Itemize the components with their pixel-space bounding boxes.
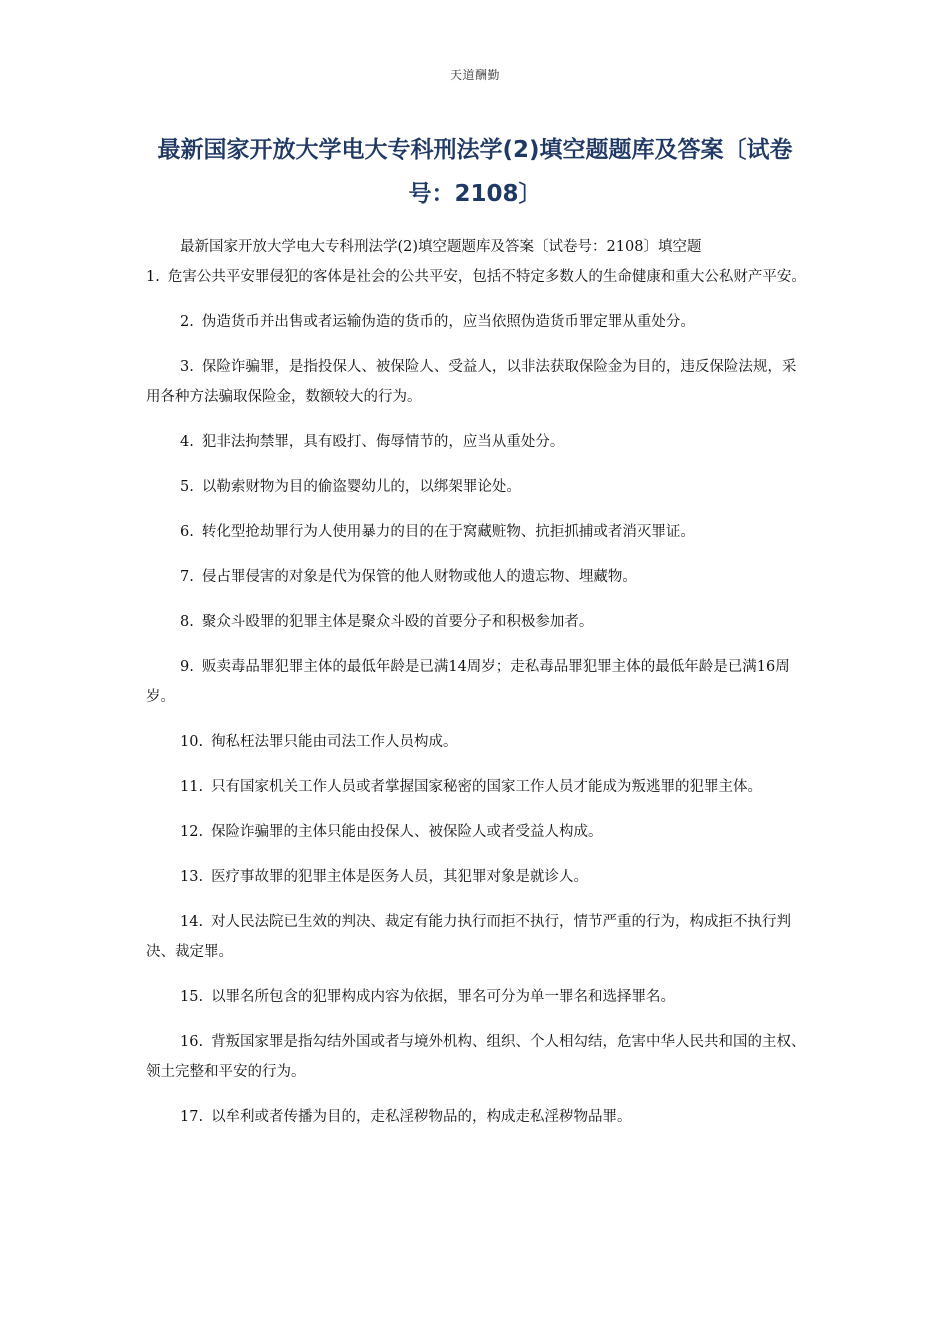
list-item	[146, 472, 806, 502]
item-text: 转化型抢劫罪行为人使用暴力的目的在于窝藏赃物、抗拒抓捕或者消灭罪证。	[201, 524, 695, 540]
list-item	[146, 1027, 806, 1087]
list-item	[146, 907, 806, 967]
item-number: 17.	[180, 1109, 204, 1125]
document-title: 最新国家开放大学电大专科刑法学(2)填空题题库及答案〔试卷号：2108〕	[157, 137, 793, 207]
item-text: 背叛国家罪是指勾结外国或者与境外机构、组织、个人相勾结，危害中华人民共和国的主权、领土完整和平安的行为。	[146, 1034, 806, 1080]
item-text: 只有国家机关工作人员或者掌握国家秘密的国家工作人员才能成为叛逃罪的犯罪主体。	[211, 779, 763, 795]
list-item	[146, 517, 806, 547]
list-item	[146, 352, 806, 412]
item-text: 保险诈骗罪，是指投保人、被保险人、受益人，以非法获取保险金为目的，违反保险法规，采用各种方法骗取保险金，数额较大的行为。	[146, 359, 797, 405]
item-text: 对人民法院已生效的判决、裁定有能力执行而拒不执行，情节严重的行为，构成拒不执行判决、裁定罪。	[146, 914, 792, 960]
item-number: 16.	[180, 1034, 204, 1050]
item-text: 保险诈骗罪的主体只能由投保人、被保险人或者受益人构成。	[211, 824, 603, 840]
item-number: 7.	[180, 569, 194, 585]
item-number: 12.	[180, 824, 204, 840]
list-item	[146, 817, 806, 847]
list-item	[146, 982, 806, 1012]
item-number: 9.	[180, 659, 194, 675]
list-item	[146, 262, 806, 292]
item-number: 6.	[180, 524, 194, 540]
item-number: 5.	[180, 479, 194, 495]
list-item	[146, 727, 806, 757]
item-text: 贩卖毒品罪犯罪主体的最低年龄是已满14周岁；走私毒品罪犯罪主体的最低年龄是已满16周岁。	[146, 659, 790, 705]
item-text: 以罪名所包含的犯罪构成内容为依据，罪名可分为单一罪名和选择罪名。	[211, 989, 676, 1005]
item-number: 3.	[180, 359, 194, 375]
question-list	[146, 262, 806, 1132]
item-text: 徇私枉法罪只能由司法工作人员构成。	[211, 734, 458, 750]
page-header: 天道酬勤	[449, 68, 500, 82]
item-number: 8.	[180, 614, 194, 630]
list-item	[146, 427, 806, 457]
item-text: 以勒索财物为目的偷盗婴幼儿的，以绑架罪论处。	[201, 479, 521, 495]
item-number: 15.	[180, 989, 204, 1005]
list-item	[146, 772, 806, 802]
item-text: 医疗事故罪的犯罪主体是医务人员，其犯罪对象是就诊人。	[211, 869, 589, 885]
item-text: 犯非法拘禁罪，具有殴打、侮辱情节的，应当从重处分。	[201, 434, 565, 450]
list-item	[146, 307, 806, 337]
list-item	[146, 607, 806, 637]
intro-line: 最新国家开放大学电大专科刑法学(2)填空题题库及答案〔试卷号：2108〕填空题	[180, 239, 702, 255]
item-text: 侵占罪侵害的对象是代为保管的他人财物或他人的遗忘物、埋藏物。	[201, 569, 637, 585]
item-number: 14.	[180, 914, 204, 930]
item-text: 危害公共平安罪侵犯的客体是社会的公共平安，包括不特定多数人的生命健康和重大公私财产平安。	[167, 269, 806, 285]
document-body	[146, 232, 806, 1147]
item-text: 伪造货币并出售或者运输伪造的货币的，应当依照伪造货币罪定罪从重处分。	[201, 314, 695, 330]
list-item	[146, 1102, 806, 1132]
item-number: 10.	[180, 734, 204, 750]
item-number: 4.	[180, 434, 194, 450]
list-item	[146, 562, 806, 592]
list-item	[146, 652, 806, 712]
item-number: 11.	[180, 779, 204, 795]
item-number: 1.	[146, 269, 160, 285]
list-item	[146, 862, 806, 892]
item-text: 以牟利或者传播为目的，走私淫秽物品的，构成走私淫秽物品罪。	[211, 1109, 632, 1125]
item-number: 2.	[180, 314, 194, 330]
item-text: 聚众斗殴罪的犯罪主体是聚众斗殴的首要分子和积极参加者。	[201, 614, 594, 630]
item-number: 13.	[180, 869, 204, 885]
